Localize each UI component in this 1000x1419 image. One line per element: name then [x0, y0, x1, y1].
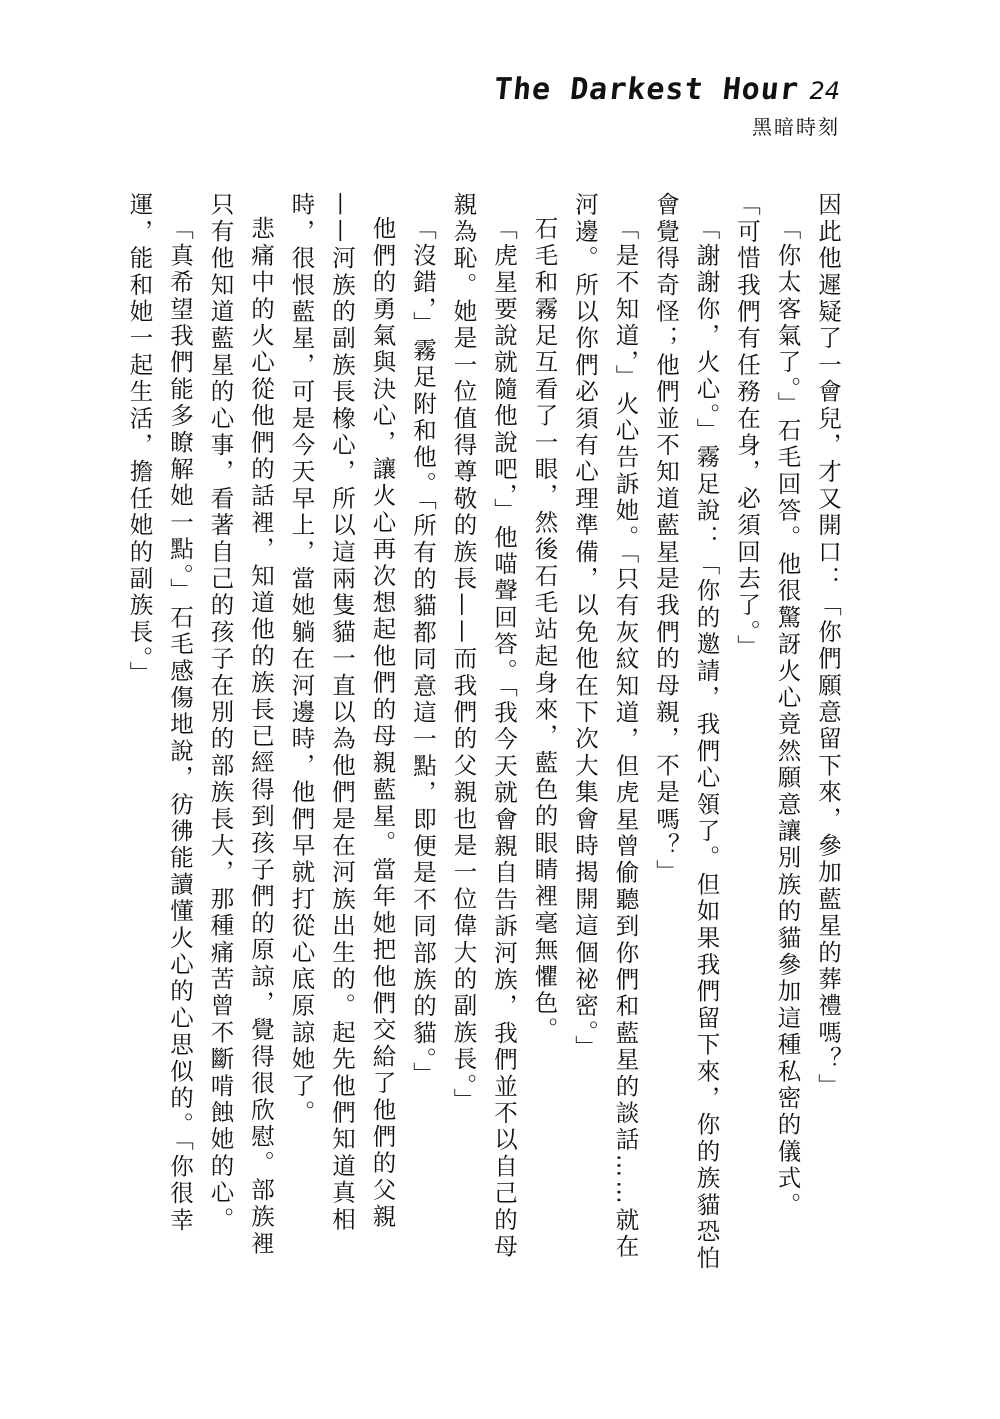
paragraph-10: 悲痛中的火心從他們的話裡，知道他的族長已經得到孩子們的原諒，覺得很欣慰。部族裡只有他知道藍星的心事，看著自己的孩子在別的部族長大，那種痛苦曾不斷啃蝕她的心。: [206, 192, 275, 1257]
paragraph-11: 「真希望我們能多瞭解她一點。」石毛感傷地說，彷彿能讀懂火心的心思似的。「你很幸運，能和她一起生活，擔任她的副族長。」: [125, 192, 194, 1234]
header-title-line: [420, 72, 840, 107]
page-header: [420, 72, 840, 140]
paragraph-7: 「虎星要說就隨他說吧，」他喵聲回答。「我今天就會親自告訴河族，我們並不以自己的母親為恥。她是一位值得尊敬的族長——而我們的父親也是一位偉大的副族長。」: [449, 192, 518, 1260]
paragraph-5: 「是不知道，」火心告訴她。「只有灰紋知道，但虎星曾偷聽到你們和藍星的談話……就在河邊。所以你們必須有心理準備，以免他在下次大集會時揭開這個祕密。」: [571, 192, 640, 1260]
page-number: 24: [809, 77, 840, 105]
paragraph-6: 石毛和霧足互看了一眼，然後石毛站起身來，藍色的眼睛裡毫無懼色。: [530, 215, 559, 1044]
paragraph-4: 「謝謝你，火心。」霧足說：「你的邀請，我們心領了。但如果我們留下來，你的族貓恐怕會覺得奇怪；他們並不知道藍星是我們的母親，不是嗎？」: [652, 192, 721, 1272]
chinese-book-title: 黑暗時刻: [752, 115, 840, 139]
book-title: The Darkest Hour: [492, 72, 802, 107]
paragraph-1: 因此他遲疑了一會兒，才又開口：「你們願意留下來，參加藍星的葬禮嗎？」: [814, 192, 842, 1100]
paragraph-8: 「沒錯，」霧足附和他。「所有的貓都同意這一點，即便是不同部族的貓。」: [409, 215, 437, 1089]
vertical-body-text: [119, 192, 848, 1272]
paragraph-3: 「可惜我們有任務在身，必須回去了。」: [733, 192, 761, 661]
paragraph-2: 「你太客氣了。」石毛回答。他很驚訝火心竟然願意讓別族的貓參加這種私密的儀式。: [773, 215, 802, 1219]
paragraph-9: 他們的勇氣與決心，讓火心再次想起他們的母親藍星。當年她把他們交給了他們的父親——河族的副族長橡心，所以這兩隻貓一直以為他們是在河族出生的。起先他們知道真相時，很恨藍星，可是今天早上，當她躺在河邊時，他們早就打從心底原諒她了。: [287, 192, 397, 1234]
